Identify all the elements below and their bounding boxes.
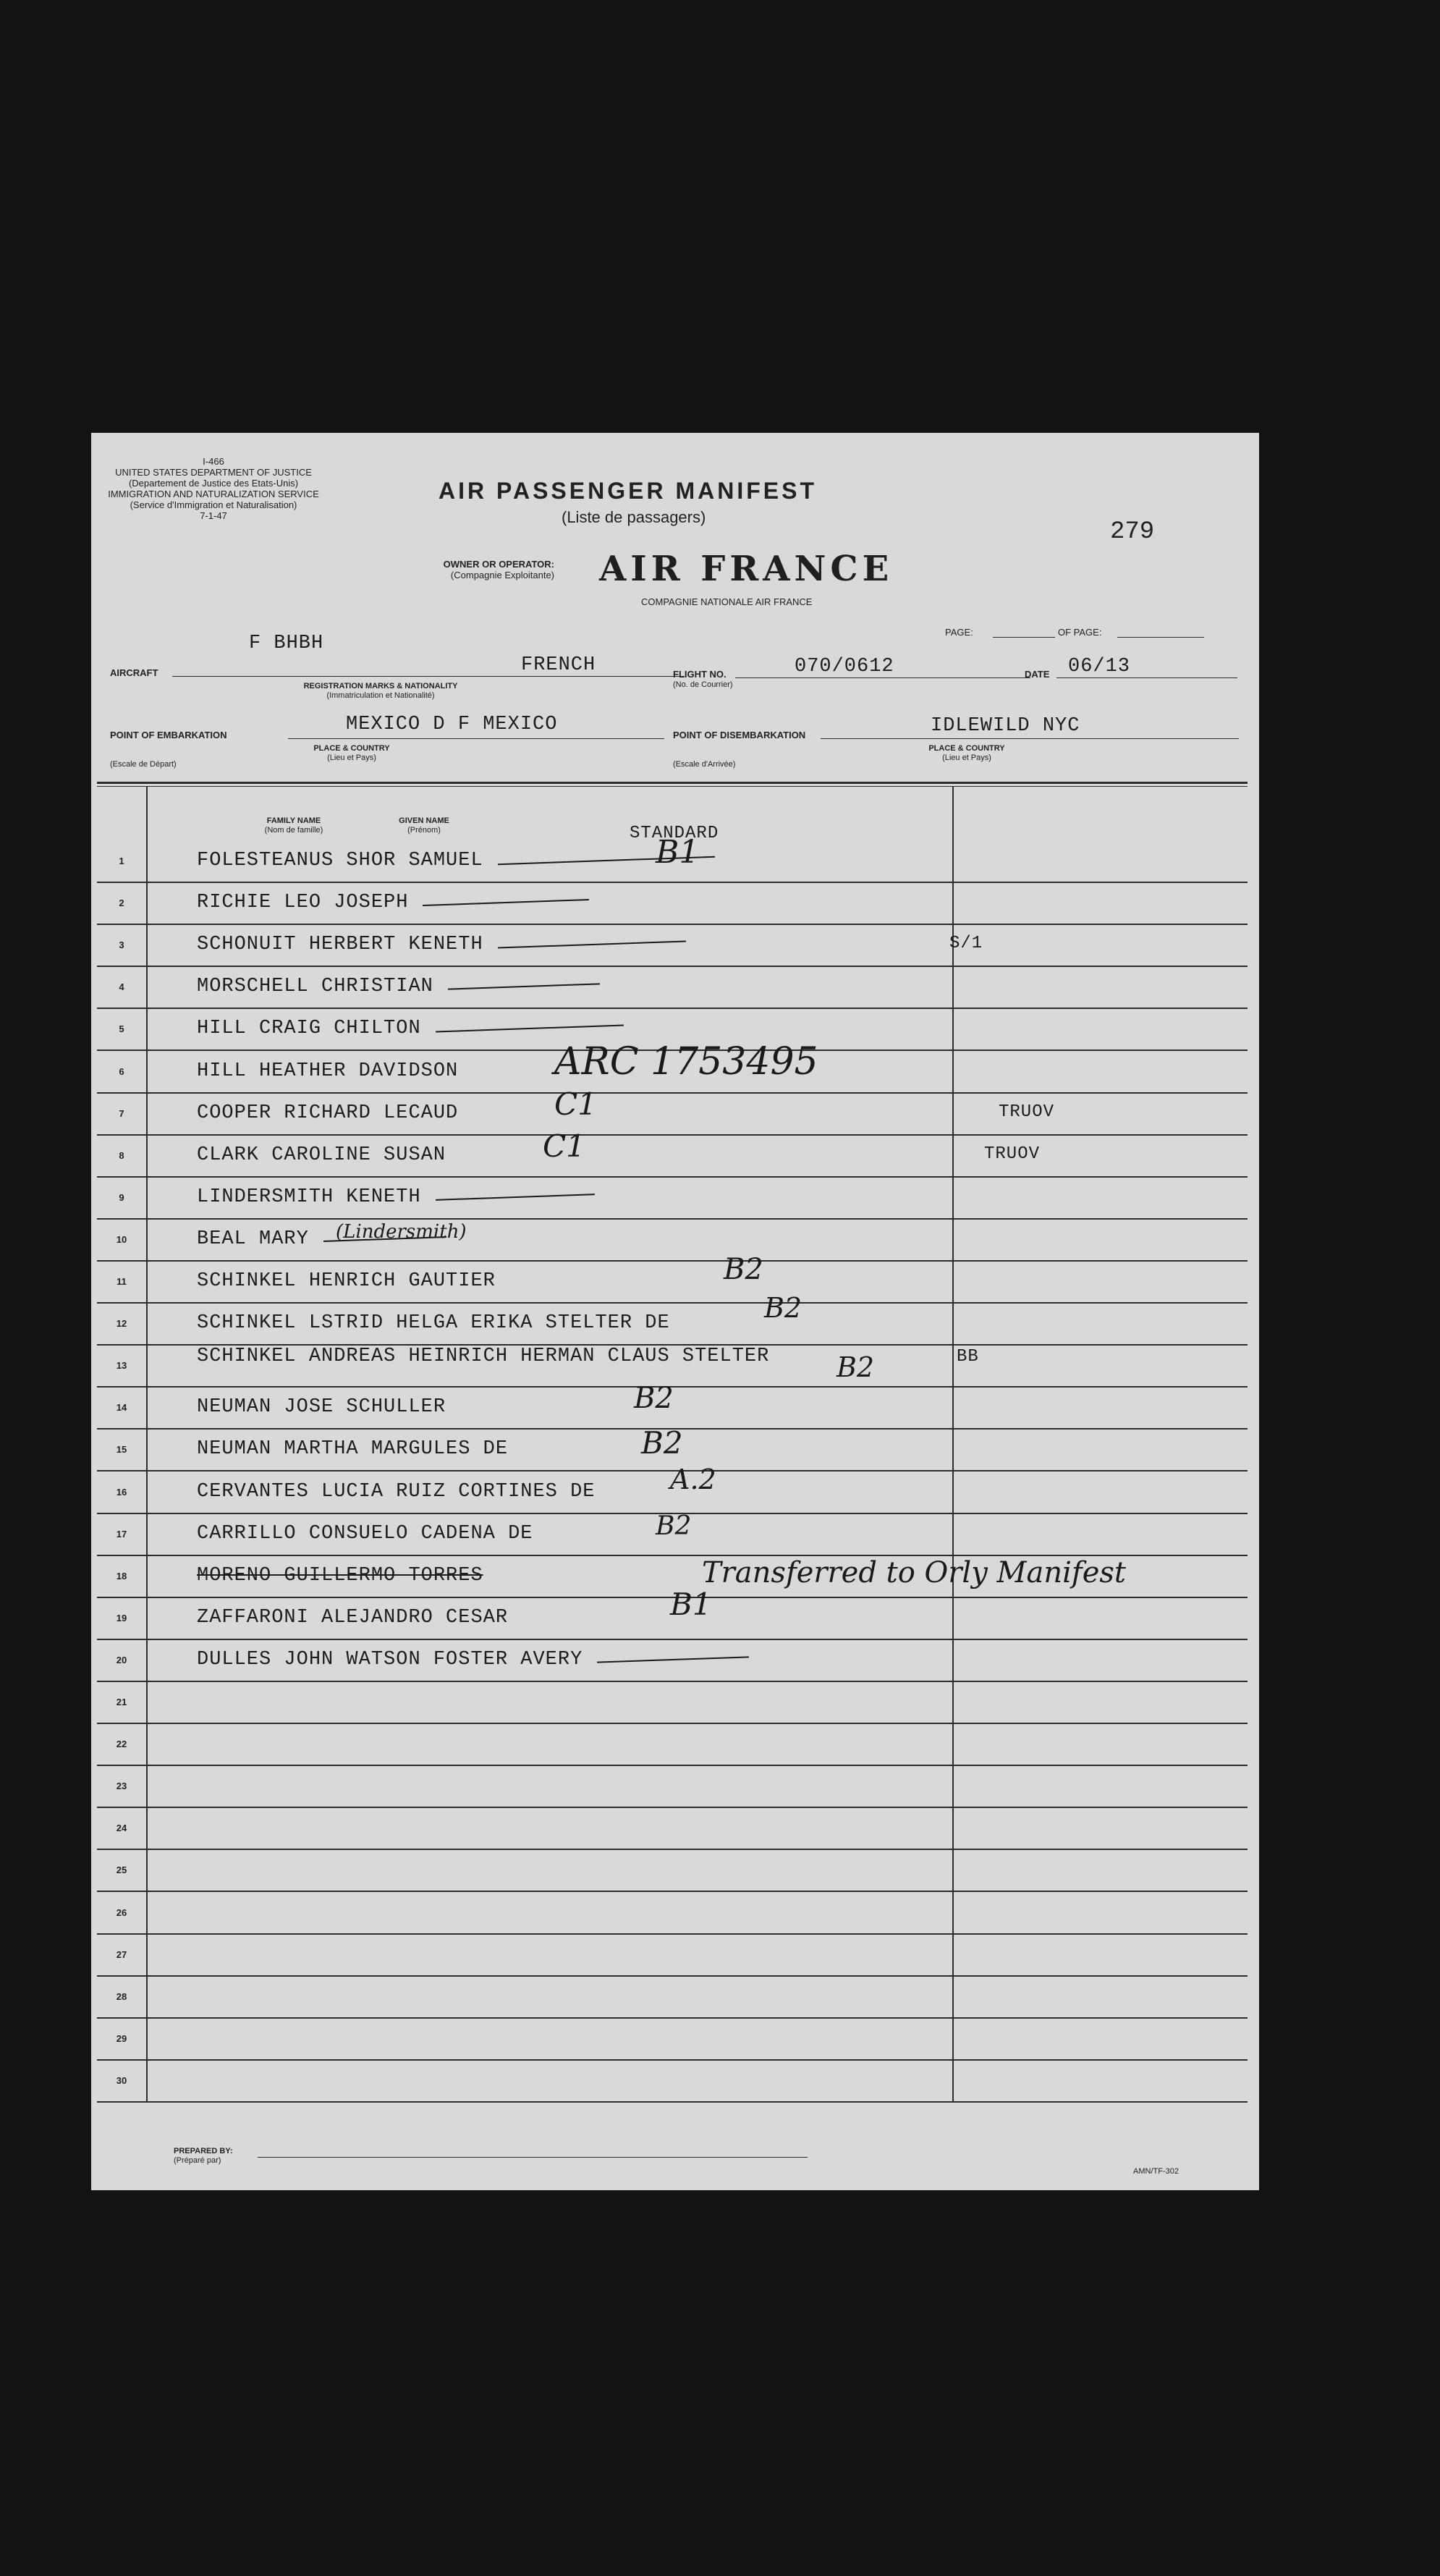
handwritten-note: C1 (543, 1128, 585, 1164)
passenger-name: SCHINKEL ANDREAS HEINRICH HERMAN CLAUS STELTER (197, 1346, 770, 1367)
row-number: 25 (116, 1865, 127, 1875)
place-country-left: PLACE & COUNTRY (Lieu et Pays) (313, 744, 390, 762)
date-label: DATE (1025, 669, 1050, 680)
handwritten-note: (Lindersmith) (336, 1221, 467, 1243)
passenger-name: SCHINKEL HENRICH GAUTIER (197, 1270, 496, 1292)
owner-label-block (395, 559, 554, 580)
row-number: 19 (116, 1613, 127, 1623)
row-divider (97, 2101, 1248, 2103)
row-number: 22 (116, 1739, 127, 1749)
family-name-header: FAMILY NAME (Nom de famille) (264, 816, 323, 835)
row-number: 13 (116, 1360, 127, 1371)
owner-label: OWNER OR OPERATOR: (443, 559, 554, 570)
owner-label-fr: (Compagnie Exploitante) (450, 570, 554, 580)
row-number: 28 (116, 1991, 127, 2002)
passenger-name: CERVANTES LUCIA RUIZ CORTINES DE (197, 1481, 596, 1503)
department-line: UNITED STATES DEPARTMENT OF JUSTICE (115, 467, 312, 478)
row-divider (97, 1260, 1248, 1262)
form-code: AMN/TF-302 (1133, 2167, 1179, 2176)
passenger-name: FOLESTEANUS SHOR SAMUEL (197, 850, 483, 871)
registration-value: F BHBH (249, 633, 324, 654)
row-number: 24 (116, 1823, 127, 1833)
row-divider (97, 1723, 1248, 1724)
department-line: (Service d'Immigration et Naturalisation) (130, 499, 297, 510)
row-divider (97, 1092, 1248, 1094)
disembarkation-label-fr: (Escale d'Arrivée) (673, 760, 736, 769)
row-number: 20 (116, 1655, 127, 1665)
row-divider (97, 1134, 1248, 1136)
row-divider (97, 1218, 1248, 1220)
flight-label: FLIGHT NO. (673, 669, 727, 680)
passenger-name: NEUMAN JOSE SCHULLER (197, 1396, 446, 1418)
operator-name: AIR FRANCE (599, 549, 894, 589)
row-divider (97, 2059, 1248, 2061)
row-number: 11 (117, 1276, 127, 1287)
hand-underline (423, 899, 589, 906)
row-divider (97, 882, 1248, 883)
handwritten-note: B2 (724, 1253, 763, 1286)
nationality-value: FRENCH (521, 654, 596, 676)
row-divider (97, 1681, 1248, 1682)
right-column-note: TRUOV (999, 1102, 1055, 1122)
right-column-note: S/1 (949, 934, 983, 953)
passenger-name: MORENO GUILLERMO TORRES (197, 1565, 483, 1587)
row-number: 29 (116, 2033, 127, 2044)
row-divider (97, 1975, 1248, 1977)
row-number: 4 (119, 981, 124, 992)
row-number: 27 (116, 1949, 127, 1960)
department-block (101, 456, 326, 521)
row-divider (97, 2017, 1248, 2019)
hand-underline (436, 1194, 595, 1201)
row-number: 10 (116, 1234, 127, 1245)
manifest-sheet (91, 433, 1259, 2190)
row-number: 3 (119, 939, 124, 950)
row-number: 7 (119, 1108, 124, 1119)
disembarkation-value: IDLEWILD NYC (931, 715, 1080, 737)
operator-subtitle: COMPAGNIE NATIONALE AIR FRANCE (641, 596, 813, 607)
passenger-name: ZAFFARONI ALEJANDRO CESAR (197, 1607, 509, 1629)
embarkation-value: MEXICO D F MEXICO (346, 714, 558, 735)
row-number: 26 (116, 1907, 127, 1918)
passenger-name: COOPER RICHARD LECAUD (197, 1102, 459, 1124)
form-number: I-466 (203, 456, 224, 467)
aircraft-label: AIRCRAFT (110, 667, 158, 678)
passenger-name: NEUMAN MARTHA MARGULES DE (197, 1438, 509, 1460)
row-divider (97, 1765, 1248, 1766)
registration-label: REGISTRATION MARKS & NATIONALITY (Immatriculation et Nationalité) (303, 682, 458, 700)
row-number: 23 (116, 1781, 127, 1791)
handwritten-note: B2 (764, 1292, 802, 1324)
hand-underline (448, 983, 600, 989)
manifest-title: AIR PASSENGER MANIFEST (439, 478, 817, 504)
row-divider (97, 1008, 1248, 1009)
row-number: 14 (116, 1402, 127, 1413)
passenger-name: MORSCHELL CHRISTIAN (197, 976, 433, 997)
row-divider (97, 1639, 1248, 1640)
embarkation-label-fr: (Escale de Départ) (110, 760, 177, 769)
class-note: STANDARD (630, 824, 719, 843)
row-number: 16 (116, 1487, 127, 1498)
embarkation-label: POINT OF EMBARKATION (110, 730, 227, 740)
row-divider (97, 1849, 1248, 1850)
of-page-label: OF PAGE: (1058, 627, 1102, 638)
flight-label-fr: (No. de Courrier) (673, 680, 733, 689)
given-name-header: GIVEN NAME (Prénom) (399, 816, 449, 835)
row-number: 6 (119, 1066, 124, 1077)
handwritten-note: B2 (634, 1382, 674, 1415)
page-label: PAGE: (945, 627, 973, 638)
place-country-right: PLACE & COUNTRY (Lieu et Pays) (928, 744, 1005, 762)
row-divider (97, 1933, 1248, 1935)
passenger-name: LINDERSMITH KENETH (197, 1186, 421, 1208)
right-column-note: BB (957, 1347, 979, 1367)
row-number: 18 (116, 1571, 127, 1582)
handwritten-note: C1 (554, 1086, 597, 1122)
passenger-name: HILL HEATHER DAVIDSON (197, 1060, 459, 1082)
hand-underline (597, 1656, 749, 1663)
handwritten-note: B2 (837, 1351, 875, 1383)
passenger-name: SCHINKEL LSTRID HELGA ERIKA STELTER DE (197, 1312, 670, 1334)
row-number: 2 (119, 898, 124, 908)
handwritten-note: Transferred to Orly Manifest (702, 1556, 1126, 1589)
row-number: 1 (119, 856, 124, 866)
row-number: 17 (116, 1529, 127, 1540)
handwritten-note: B2 (656, 1511, 692, 1541)
row-divider (97, 1302, 1248, 1304)
department-line: (Departement de Justice des Etats-Unis) (128, 478, 299, 489)
department-line: IMMIGRATION AND NATURALIZATION SERVICE (108, 489, 319, 499)
row-number: 12 (116, 1318, 127, 1329)
department-line: 7-1-47 (200, 510, 227, 521)
handwritten-note: B2 (641, 1425, 683, 1461)
disembarkation-label: POINT OF DISEMBARKATION (673, 730, 806, 740)
handwritten-note: ARC 1753495 (554, 1040, 818, 1084)
right-column-note: TRUOV (984, 1144, 1041, 1164)
passenger-name: RICHIE LEO JOSEPH (197, 892, 409, 913)
row-number: 21 (116, 1697, 127, 1707)
passenger-name: CARRILLO CONSUELO CADENA DE (197, 1523, 533, 1545)
row-number: 9 (119, 1192, 124, 1203)
flight-value: 070/0612 (795, 656, 894, 677)
passenger-name: HILL CRAIG CHILTON (197, 1018, 421, 1039)
row-divider (97, 966, 1248, 967)
row-divider (97, 1807, 1248, 1808)
row-number: 30 (116, 2075, 127, 2086)
row-number: 5 (119, 1023, 124, 1034)
row-divider (97, 1176, 1248, 1178)
hand-underline (498, 940, 686, 948)
passenger-name: BEAL MARY (197, 1228, 309, 1250)
passenger-name: SCHONUIT HERBERT KENETH (197, 934, 483, 955)
passenger-name: CLARK CAROLINE SUSAN (197, 1144, 446, 1166)
handwritten-note: A.2 (670, 1464, 716, 1495)
row-number: 15 (116, 1444, 127, 1455)
row-divider (97, 924, 1248, 925)
prepared-by: PREPARED BY: (Préparé par) (174, 2147, 233, 2165)
handwritten-note: B1 (656, 834, 700, 871)
hand-underline (436, 1024, 624, 1032)
manifest-subtitle: (Liste de passagers) (562, 508, 706, 526)
row-number: 8 (119, 1150, 124, 1161)
page-stamp: 279 (1110, 518, 1155, 546)
passenger-name: DULLES JOHN WATSON FOSTER AVERY (197, 1649, 583, 1671)
row-divider (97, 1891, 1248, 1892)
date-value: 06/13 (1068, 656, 1131, 677)
handwritten-note: B1 (670, 1587, 712, 1622)
